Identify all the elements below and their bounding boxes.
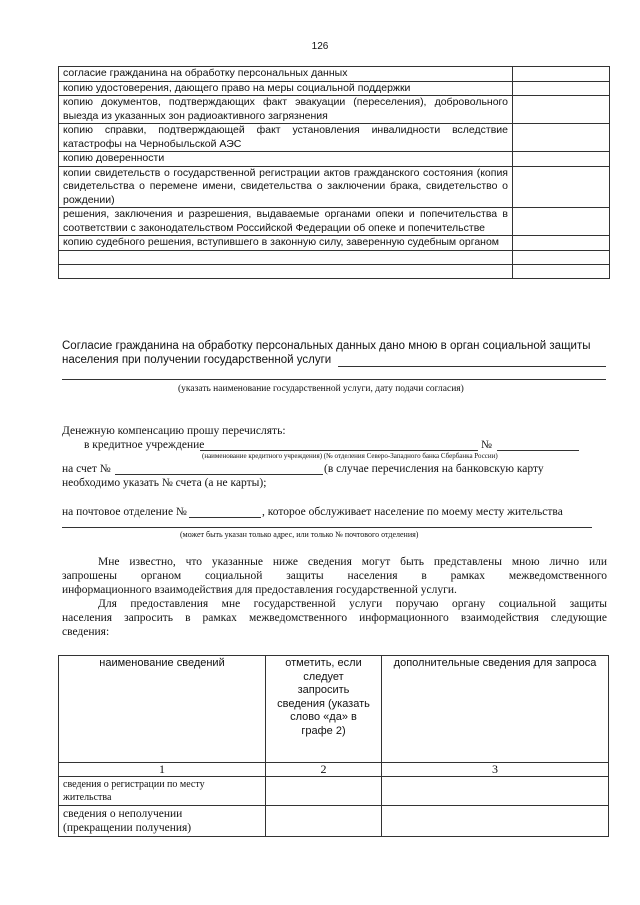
table-number-row: [59, 763, 609, 777]
address-field[interactable]: [62, 527, 592, 528]
table-row: [59, 806, 609, 837]
credit-label: в кредитное учреждение: [84, 439, 205, 451]
table-row: [59, 208, 610, 236]
post-office-field[interactable]: [189, 517, 261, 518]
checkbox-cell[interactable]: [513, 208, 610, 236]
post-label: на почтовое отделение №: [62, 506, 187, 518]
checkbox-cell[interactable]: [513, 81, 610, 96]
checkbox-cell[interactable]: [513, 152, 610, 167]
info-paragraph-2-line-1: Для предоставления мне государственной услуги поручаю органу социальной защиты: [98, 598, 607, 610]
extra-cell[interactable]: [382, 806, 609, 837]
checkbox-cell[interactable]: [513, 250, 610, 264]
checkbox-cell[interactable]: [513, 264, 610, 278]
table-row: [59, 264, 610, 278]
service-caption: (указать наименование государственной услуги, дату подачи согласия): [178, 384, 464, 394]
info-paragraph-1-line-3: информационного взаимодействия для предоставления государственной услуги.: [62, 584, 457, 596]
info-paragraph-1-line-1: Мне известно, что указанные ниже сведения могут быть представлены мною лично или: [98, 556, 607, 568]
table-cell: копию справки, подтверждающей факт установления инвалидности вследствие катастрофы на Чернобыльской АЭС: [59, 124, 513, 152]
number-sign: №: [481, 439, 492, 451]
compensation-heading: Денежную компенсацию прошу перечислять:: [62, 425, 286, 437]
table-cell: решения, заключения и разрешения, выдаваемые органами опеки и попечительства в соответствии с законодательством Российской Федерации об опеке и попечительстве: [59, 208, 513, 236]
table-row: [59, 166, 610, 208]
table-row: [59, 236, 610, 251]
service-name-field[interactable]: [338, 366, 606, 367]
page-number: 126: [311, 41, 329, 52]
checkbox-cell[interactable]: [513, 236, 610, 251]
account-note-2: необходимо указать № счета (а не карты);: [62, 477, 267, 489]
table-cell: согласие гражданина на обработку персональных данных: [59, 67, 513, 82]
table-header-row: [59, 656, 609, 763]
checkbox-cell[interactable]: [513, 166, 610, 208]
consent-line-1: Согласие гражданина на обработку персональных данных дано мною в орган социальной защиты: [62, 340, 591, 352]
account-number-field[interactable]: [115, 474, 323, 475]
row-text-line: жительства: [63, 792, 112, 803]
post-caption: (может быть указан только адрес, или только № почтового отделения): [180, 530, 419, 539]
table-row: [59, 81, 610, 96]
header-extra: дополнительные сведения для запроса: [382, 656, 609, 763]
mark-cell[interactable]: [266, 806, 382, 837]
mark-cell[interactable]: [266, 777, 382, 806]
row-text-line: сведения о неполучении: [63, 808, 183, 820]
checkbox-cell[interactable]: [513, 124, 610, 152]
row-text-line: (прекращении получения): [63, 822, 192, 834]
row-text-line: сведения о регистрации по месту: [63, 779, 205, 790]
credit-institution-field[interactable]: [200, 450, 478, 451]
consent-line-2: населения при получении государственной услуги: [62, 354, 332, 366]
column-number: 1: [59, 763, 266, 777]
table-row: [59, 250, 610, 264]
info-paragraph-2-line-2: населения запросить в рамках межведомственного информационного взаимодействия следующие: [62, 612, 607, 624]
table-cell: копию судебного решения, вступившего в законную силу, заверенную судебным органом: [59, 236, 513, 251]
info-paragraph-2-line-3: сведения:: [62, 626, 110, 638]
account-note: (в случае перечисления на банковскую карту: [324, 463, 544, 475]
account-label: на счет №: [62, 463, 111, 475]
checkbox-cell[interactable]: [513, 67, 610, 82]
post-tail: , которое обслуживает население по моему месту жительства: [262, 506, 563, 518]
table-cell: копию документов, подтверждающих факт эвакуации (переселения), добровольного выезда из указанных зон радиоактивного загрязнения: [59, 96, 513, 124]
header-mark: отметить, если следует запросить сведения (указать слово «да» в графе 2): [266, 656, 382, 763]
table-row: [59, 67, 610, 82]
column-number: 3: [382, 763, 609, 777]
info-paragraph-1-line-2: запрошены органом социальной защиты населения в рамках межведомственного: [62, 570, 607, 582]
documents-table: [58, 66, 610, 279]
request-table: [58, 655, 609, 837]
column-number: 2: [266, 763, 382, 777]
table-cell: [59, 777, 266, 806]
branch-number-field[interactable]: [497, 450, 579, 451]
table-row: [59, 777, 609, 806]
table-cell: копию доверенности: [59, 152, 513, 167]
table-row: [59, 152, 610, 167]
table-row: [59, 124, 610, 152]
table-cell[interactable]: [59, 264, 513, 278]
table-cell[interactable]: [59, 250, 513, 264]
table-cell: копию удостоверения, дающего право на меры социальной поддержки: [59, 81, 513, 96]
table-cell: [59, 806, 266, 837]
checkbox-cell[interactable]: [513, 96, 610, 124]
extra-cell[interactable]: [382, 777, 609, 806]
service-name-field-2[interactable]: [62, 379, 606, 380]
header-name: наименование сведений: [59, 656, 266, 763]
credit-caption: (наименование кредитного учреждения) (№ отделения Северо-Западного банка Сбербанка России): [202, 452, 498, 460]
table-cell: копии свидетельств о государственной регистрации актов гражданского состояния (копия свидетельства о перемене имени, свидетельства о заключении брака, свидетельство о рождении): [59, 166, 513, 208]
table-row: [59, 96, 610, 124]
